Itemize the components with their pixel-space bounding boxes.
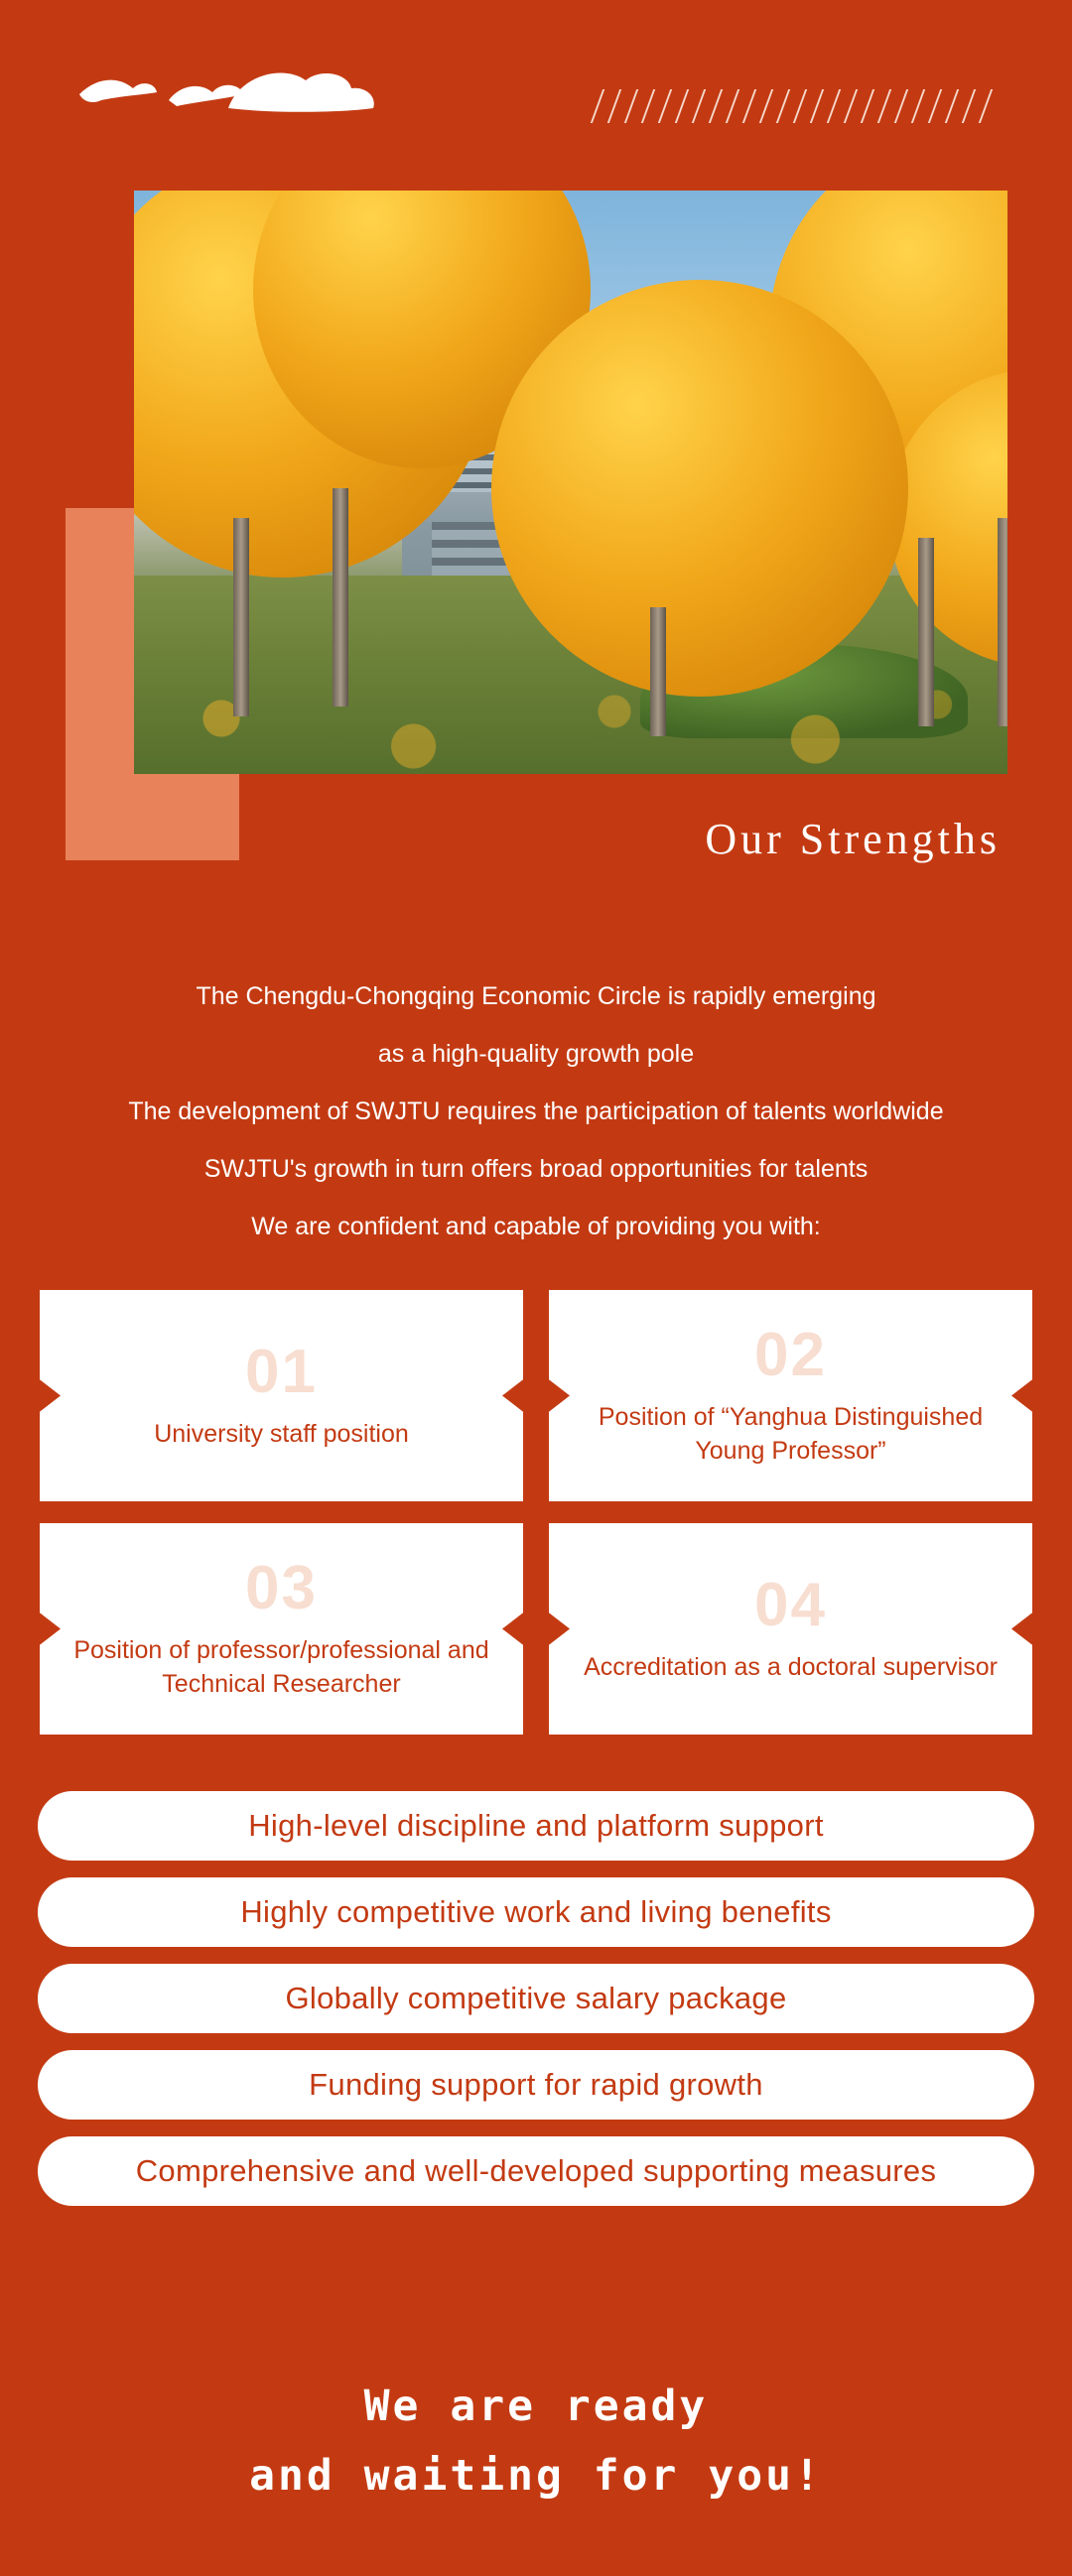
strength-card[interactable] <box>549 1290 1032 1501</box>
diagonal-hatch-decoration <box>590 89 995 123</box>
card-number: 04 <box>754 1570 827 1639</box>
page-title: Our Strengths <box>705 815 1001 863</box>
photo-tree-trunk <box>650 607 666 736</box>
photo-tree-trunk <box>333 488 348 707</box>
card-label: Position of “Yanghua Distinguished Young Professor” <box>598 1402 984 1465</box>
benefit-item[interactable]: High-level discipline and platform support <box>38 1791 1034 1861</box>
photo-tree-trunk <box>233 518 249 716</box>
photo-tree-trunk <box>998 518 1007 726</box>
photo-tree-trunk <box>918 538 934 726</box>
strength-card[interactable] <box>40 1523 523 1735</box>
card-label: Accreditation as a doctoral supervisor <box>584 1652 998 1681</box>
intro-line: The Chengdu-Chongqing Economic Circle is rapidly emerging <box>196 982 876 1010</box>
intro-paragraph <box>0 967 1072 1255</box>
card-number: 03 <box>245 1553 318 1622</box>
intro-line: The development of SWJTU requires the participation of talents worldwide <box>128 1097 944 1125</box>
strength-card[interactable] <box>549 1523 1032 1735</box>
header <box>0 0 1072 169</box>
card-label: Position of professor/professional and Technical Researcher <box>73 1635 489 1698</box>
benefit-list <box>38 1791 1034 2206</box>
footer-message <box>0 2372 1072 2511</box>
hero-section <box>0 191 1072 885</box>
photo-leaf-litter <box>134 635 1007 774</box>
card-number: 01 <box>245 1337 318 1406</box>
footer-line-1: We are ready <box>363 2382 709 2431</box>
benefit-item[interactable]: Funding support for rapid growth <box>38 2050 1034 2120</box>
campus-photo <box>134 191 1007 774</box>
card-label: University staff position <box>154 1419 409 1448</box>
strength-cards <box>40 1290 1032 1735</box>
card-number: 02 <box>754 1320 827 1389</box>
intro-line: SWJTU's growth in turn offers broad opportunities for talents <box>203 1155 869 1183</box>
cloud-ornament-icon <box>50 55 437 124</box>
intro-line: as a high-quality growth pole <box>377 1040 695 1068</box>
benefit-item[interactable]: Globally competitive salary package <box>38 1964 1034 2033</box>
strength-card[interactable] <box>40 1290 523 1501</box>
benefit-item[interactable]: Highly competitive work and living benefits <box>38 1877 1034 1947</box>
intro-line: We are confident and capable of providing you with: <box>251 1213 821 1240</box>
footer-line-2: and waiting for you! <box>249 2451 823 2501</box>
benefit-item[interactable]: Comprehensive and well-developed supporting measures <box>38 2136 1034 2206</box>
photo-tree-canopy <box>491 280 908 697</box>
